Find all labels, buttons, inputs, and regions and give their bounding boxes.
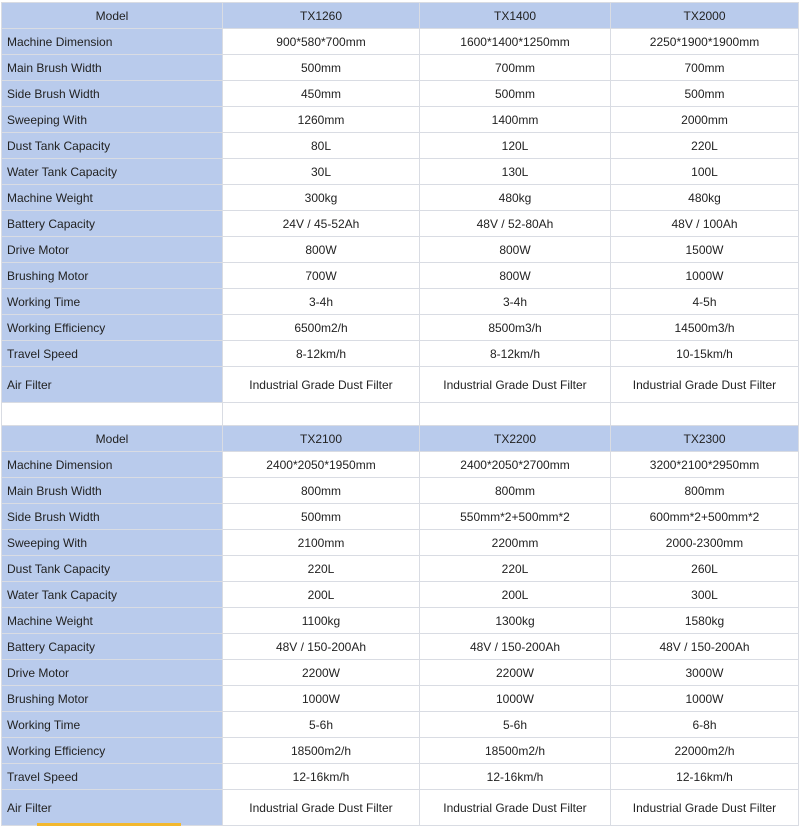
- spec-value-cell: 6-8h: [611, 712, 799, 738]
- spec-value-cell: Industrial Grade Dust Filter: [223, 790, 420, 826]
- spec-row: [2, 81, 799, 107]
- spec-row: [2, 712, 799, 738]
- spec-row: [2, 660, 799, 686]
- spec-value-cell: 6500m2/h: [223, 315, 420, 341]
- spec-value-cell: 1300kg: [420, 608, 611, 634]
- spacer-cell: [223, 403, 420, 426]
- spec-value-cell: Industrial Grade Dust Filter: [611, 367, 799, 403]
- spec-value-cell: 3-4h: [420, 289, 611, 315]
- spec-value-cell: 800W: [223, 237, 420, 263]
- model-header-cell: TX2100: [223, 426, 420, 452]
- spec-value-cell: 2400*2050*1950mm: [223, 452, 420, 478]
- spec-value-cell: 500mm: [420, 81, 611, 107]
- spec-row: [2, 556, 799, 582]
- spec-value-cell: 550mm*2+500mm*2: [420, 504, 611, 530]
- spec-label-main-brush-width: Main Brush Width: [2, 55, 223, 81]
- spacer-cell: [611, 403, 799, 426]
- spec-label-machine-weight: Machine Weight: [2, 608, 223, 634]
- spec-label-drive-motor: Drive Motor: [2, 237, 223, 263]
- spec-label-side-brush-width: Side Brush Width: [2, 81, 223, 107]
- spec-value-cell: 200L: [420, 582, 611, 608]
- spec-value-cell: 700W: [223, 263, 420, 289]
- model-header-cell: TX2300: [611, 426, 799, 452]
- spec-value-cell: 800W: [420, 263, 611, 289]
- spec-row: [2, 289, 799, 315]
- header-label-model: Model: [2, 3, 223, 29]
- spacer-cell: [420, 403, 611, 426]
- spec-value-cell: 2200mm: [420, 530, 611, 556]
- spec-value-cell: 10-15km/h: [611, 341, 799, 367]
- spec-value-cell: 220L: [420, 556, 611, 582]
- spec-row: [2, 133, 799, 159]
- model-header-row: [2, 3, 799, 29]
- spec-value-cell: 12-16km/h: [420, 764, 611, 790]
- spec-value-cell: 4-5h: [611, 289, 799, 315]
- spec-value-cell: 2100mm: [223, 530, 420, 556]
- spec-value-cell: 3000W: [611, 660, 799, 686]
- spec-label-working-time: Working Time: [2, 289, 223, 315]
- spec-value-cell: 480kg: [611, 185, 799, 211]
- spec-value-cell: 200L: [223, 582, 420, 608]
- spec-label-dust-tank-capacity: Dust Tank Capacity: [2, 556, 223, 582]
- spec-value-cell: 100L: [611, 159, 799, 185]
- spec-value-cell: 14500m3/h: [611, 315, 799, 341]
- spec-label-water-tank-capacity: Water Tank Capacity: [2, 582, 223, 608]
- spec-value-cell: 1500W: [611, 237, 799, 263]
- spec-value-cell: 300L: [611, 582, 799, 608]
- spec-value-cell: 18500m2/h: [223, 738, 420, 764]
- spec-row: [2, 608, 799, 634]
- spec-label-brushing-motor: Brushing Motor: [2, 686, 223, 712]
- model-header-cell: TX1400: [420, 3, 611, 29]
- spec-value-cell: 1000W: [420, 686, 611, 712]
- spec-label-working-efficiency: Working Efficiency: [2, 315, 223, 341]
- spec-value-cell: 800mm: [223, 478, 420, 504]
- spec-row: [2, 582, 799, 608]
- spec-label-travel-speed: Travel Speed: [2, 764, 223, 790]
- spec-value-cell: 120L: [420, 133, 611, 159]
- spec-value-cell: 24V / 45-52Ah: [223, 211, 420, 237]
- model-header-cell: TX2200: [420, 426, 611, 452]
- spec-value-cell: 30L: [223, 159, 420, 185]
- model-header-cell: TX1260: [223, 3, 420, 29]
- spec-label-brushing-motor: Brushing Motor: [2, 263, 223, 289]
- spec-label-working-efficiency: Working Efficiency: [2, 738, 223, 764]
- spec-value-cell: 450mm: [223, 81, 420, 107]
- spec-value-cell: 2200W: [420, 660, 611, 686]
- spec-label-travel-speed: Travel Speed: [2, 341, 223, 367]
- spec-value-cell: 18500m2/h: [420, 738, 611, 764]
- spec-row: [2, 790, 799, 826]
- spec-value-cell: 2250*1900*1900mm: [611, 29, 799, 55]
- spec-label-dust-tank-capacity: Dust Tank Capacity: [2, 133, 223, 159]
- spec-value-cell: 12-16km/h: [611, 764, 799, 790]
- spec-row: [2, 478, 799, 504]
- spec-value-cell: 600mm*2+500mm*2: [611, 504, 799, 530]
- spec-row: [2, 738, 799, 764]
- spec-value-cell: 48V / 150-200Ah: [420, 634, 611, 660]
- spec-row: [2, 185, 799, 211]
- spec-label-drive-motor: Drive Motor: [2, 660, 223, 686]
- spec-row: [2, 686, 799, 712]
- spec-value-cell: 800W: [420, 237, 611, 263]
- spec-label-water-tank-capacity: Water Tank Capacity: [2, 159, 223, 185]
- spec-value-cell: Industrial Grade Dust Filter: [611, 790, 799, 826]
- spacer-cell: [2, 403, 223, 426]
- spec-label-machine-weight: Machine Weight: [2, 185, 223, 211]
- spec-value-cell: 700mm: [420, 55, 611, 81]
- spec-row: [2, 107, 799, 133]
- spec-label-working-time: Working Time: [2, 712, 223, 738]
- spec-row: [2, 315, 799, 341]
- spec-value-cell: 2400*2050*2700mm: [420, 452, 611, 478]
- spec-value-cell: 500mm: [223, 504, 420, 530]
- spec-value-cell: 22000m2/h: [611, 738, 799, 764]
- spec-label-machine-dimension: Machine Dimension: [2, 29, 223, 55]
- spec-value-cell: 80L: [223, 133, 420, 159]
- spec-row: [2, 211, 799, 237]
- spec-row: [2, 237, 799, 263]
- spec-value-cell: 900*580*700mm: [223, 29, 420, 55]
- spec-row: [2, 29, 799, 55]
- model-header-cell: TX2000: [611, 3, 799, 29]
- spec-value-cell: 480kg: [420, 185, 611, 211]
- spec-row: [2, 55, 799, 81]
- spec-table-body: [2, 3, 799, 826]
- spec-value-cell: 300kg: [223, 185, 420, 211]
- spec-row: [2, 764, 799, 790]
- spec-row: [2, 452, 799, 478]
- spec-row: [2, 530, 799, 556]
- spec-label-main-brush-width: Main Brush Width: [2, 478, 223, 504]
- spec-value-cell: 1000W: [223, 686, 420, 712]
- spec-value-cell: 1400mm: [420, 107, 611, 133]
- spec-value-cell: 1260mm: [223, 107, 420, 133]
- spec-value-cell: 48V / 100Ah: [611, 211, 799, 237]
- spec-label-machine-dimension: Machine Dimension: [2, 452, 223, 478]
- spec-value-cell: 5-6h: [420, 712, 611, 738]
- spec-label-side-brush-width: Side Brush Width: [2, 504, 223, 530]
- model-header-row: [2, 426, 799, 452]
- spec-label-air-filter: Air Filter: [2, 367, 223, 403]
- spec-label-air-filter: Air Filter: [2, 790, 223, 826]
- spec-value-cell: 260L: [611, 556, 799, 582]
- spec-label-sweeping-with: Sweeping With: [2, 530, 223, 556]
- spec-value-cell: Industrial Grade Dust Filter: [420, 367, 611, 403]
- spec-row: [2, 504, 799, 530]
- spec-value-cell: 220L: [223, 556, 420, 582]
- spec-value-cell: Industrial Grade Dust Filter: [223, 367, 420, 403]
- spec-label-sweeping-with: Sweeping With: [2, 107, 223, 133]
- header-label-model: Model: [2, 426, 223, 452]
- spec-value-cell: 48V / 150-200Ah: [223, 634, 420, 660]
- spec-value-cell: 3-4h: [223, 289, 420, 315]
- spec-table: [1, 2, 799, 826]
- spec-value-cell: 48V / 52-80Ah: [420, 211, 611, 237]
- spec-row: [2, 263, 799, 289]
- spec-value-cell: 48V / 150-200Ah: [611, 634, 799, 660]
- spec-value-cell: 2000mm: [611, 107, 799, 133]
- spec-value-cell: 500mm: [611, 81, 799, 107]
- spec-value-cell: 12-16km/h: [223, 764, 420, 790]
- spec-value-cell: 8-12km/h: [420, 341, 611, 367]
- spec-value-cell: 3200*2100*2950mm: [611, 452, 799, 478]
- spec-value-cell: 1000W: [611, 263, 799, 289]
- spec-value-cell: 800mm: [420, 478, 611, 504]
- spec-label-battery-capacity: Battery Capacity: [2, 634, 223, 660]
- spec-row: [2, 634, 799, 660]
- spec-value-cell: 1580kg: [611, 608, 799, 634]
- spec-label-battery-capacity: Battery Capacity: [2, 211, 223, 237]
- spec-value-cell: 2000-2300mm: [611, 530, 799, 556]
- spec-value-cell: 700mm: [611, 55, 799, 81]
- spec-value-cell: 1000W: [611, 686, 799, 712]
- spec-value-cell: 8500m3/h: [420, 315, 611, 341]
- spec-value-cell: 5-6h: [223, 712, 420, 738]
- spec-value-cell: 130L: [420, 159, 611, 185]
- spec-row: [2, 159, 799, 185]
- spec-value-cell: 8-12km/h: [223, 341, 420, 367]
- spacer-row: [2, 403, 799, 426]
- spec-value-cell: 2200W: [223, 660, 420, 686]
- spec-row: [2, 367, 799, 403]
- spec-value-cell: 220L: [611, 133, 799, 159]
- spec-value-cell: 800mm: [611, 478, 799, 504]
- spec-value-cell: Industrial Grade Dust Filter: [420, 790, 611, 826]
- spec-value-cell: 1600*1400*1250mm: [420, 29, 611, 55]
- spec-value-cell: 500mm: [223, 55, 420, 81]
- spec-value-cell: 1100kg: [223, 608, 420, 634]
- spec-row: [2, 341, 799, 367]
